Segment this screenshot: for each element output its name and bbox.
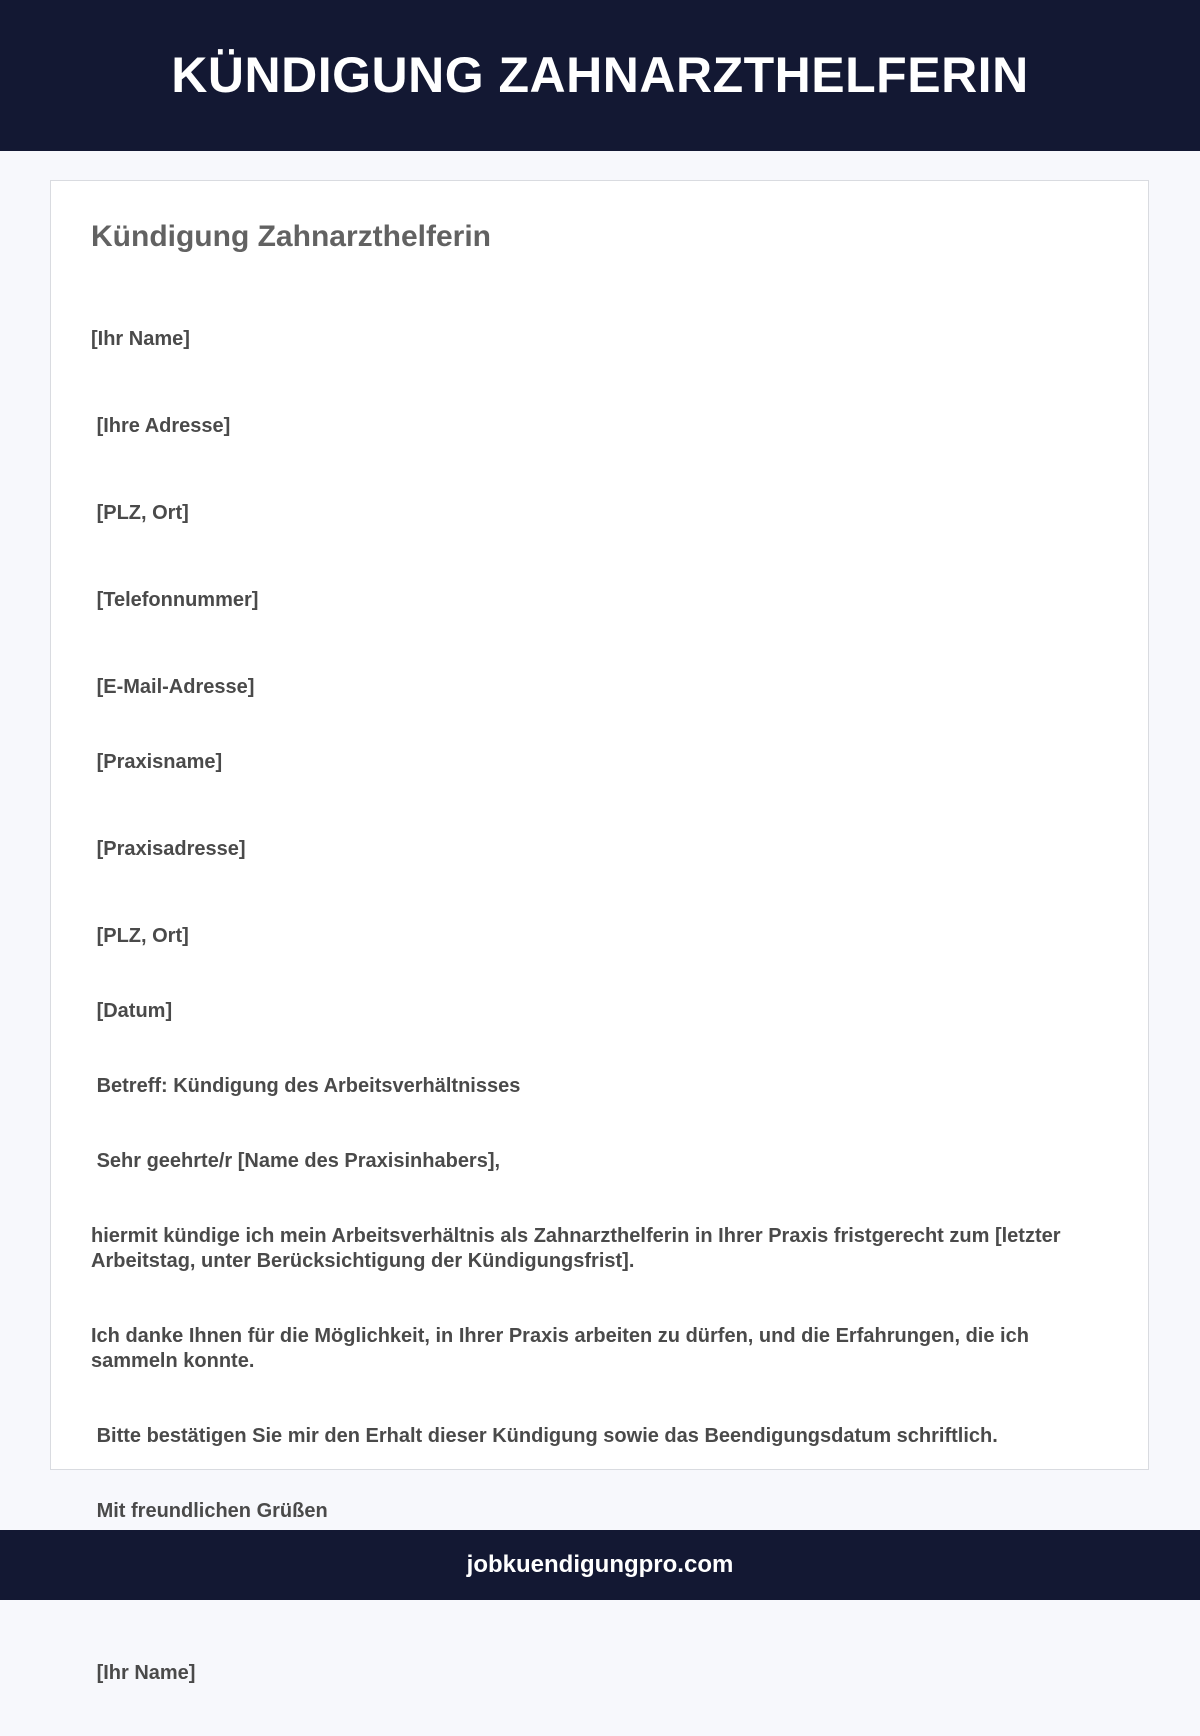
recipient-practice-name: [Praxisname] xyxy=(91,751,223,773)
footer-site: jobkuendigungpro.com xyxy=(466,1551,734,1578)
sender-city: [PLZ, Ort] xyxy=(91,502,189,524)
document-title: Kündigung Zahnarzthelferin xyxy=(91,220,491,253)
letter-body xyxy=(91,277,1091,1736)
letter-signer-name: [Ihr Name] xyxy=(91,1662,196,1684)
sender-name: [Ihr Name] xyxy=(91,328,190,350)
letter-closing: Mit freundlichen Grüßen xyxy=(91,1500,328,1522)
letter-date: [Datum] xyxy=(91,1000,173,1022)
header-title: KÜNDIGUNG ZAHNARZTHELFERIN xyxy=(171,46,1029,103)
letter-paragraph-termination: hiermit kündige ich mein Arbeitsverhältnis als Zahnarzthelferin in Ihrer Praxis fristgerecht zum [letzter Arbeitstag, unter Berücksichtigung der Kündigungsfrist]. xyxy=(91,1225,1066,1272)
letter-salutation: Sehr geehrte/r [Name des Praxisinhabers], xyxy=(91,1150,501,1172)
page-footer xyxy=(0,1530,1200,1600)
page-header xyxy=(0,0,1200,151)
recipient-practice-address: [Praxisadresse] xyxy=(91,838,246,860)
letter-paragraph-thanks: Ich danke Ihnen für die Möglichkeit, in Ihrer Praxis arbeiten zu dürfen, und die Erfahrungen, die ich sammeln konnte. xyxy=(91,1325,1035,1372)
recipient-city: [PLZ, Ort] xyxy=(91,925,189,947)
sender-address: [Ihre Adresse] xyxy=(91,415,231,437)
letter-subject: Betreff: Kündigung des Arbeitsverhältnisses xyxy=(91,1075,521,1097)
letter-paragraph-confirmation: Bitte bestätigen Sie mir den Erhalt dieser Kündigung sowie das Beendigungsdatum schriftlich. xyxy=(91,1425,998,1447)
sender-phone: [Telefonnummer] xyxy=(91,589,259,611)
sender-email: [E-Mail-Adresse] xyxy=(91,676,255,698)
